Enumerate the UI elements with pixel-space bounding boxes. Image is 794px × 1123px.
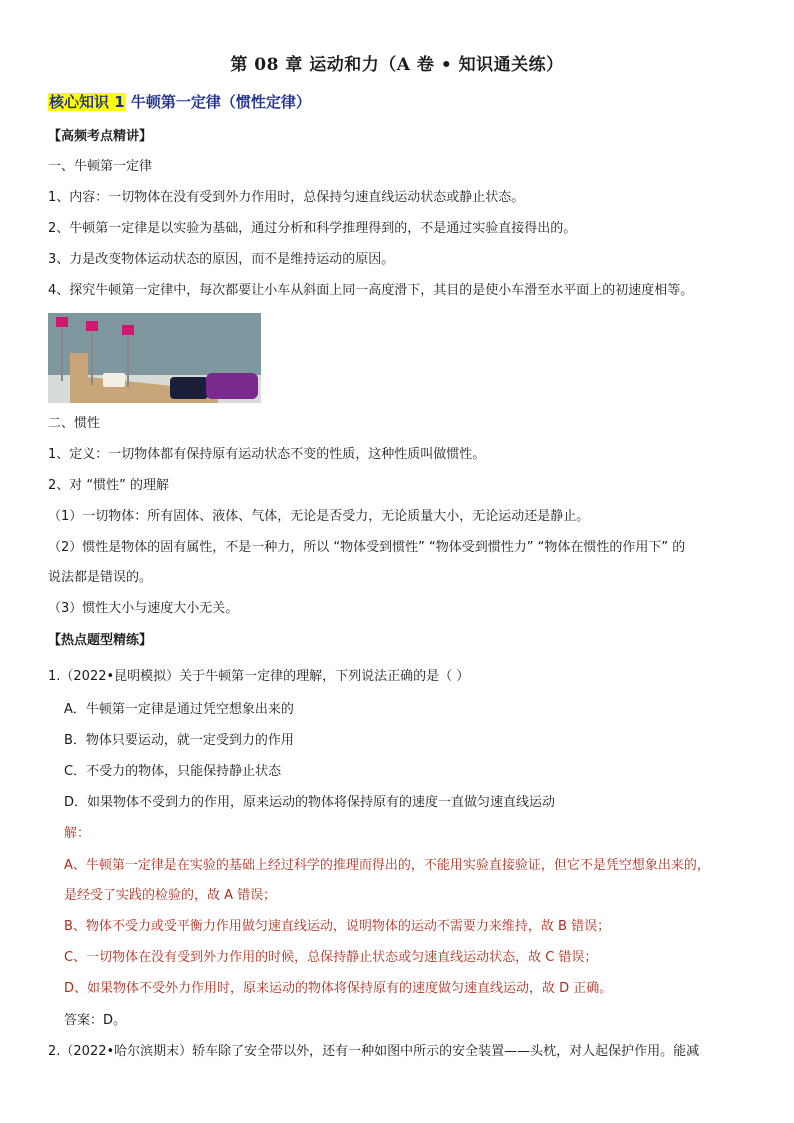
flag-marker (56, 317, 68, 327)
section-high-frequency: 【高频考点精讲】 (48, 129, 153, 144)
part2-item: （3）惯性大小与速度大小无关。 (48, 601, 239, 616)
solution-line: B、物体不受力或受平衡力作用做匀速直线运动，说明物体的运动不需要力来维持，故 B 错误； (64, 919, 611, 934)
toy-cart (103, 373, 125, 387)
section-hot-topics: 【热点题型精练】 (48, 633, 153, 648)
solution-line: D、如果物体不受外力作用时，原来运动的物体将保持原有的速度做匀速直线运动，故 D 正确。 (64, 981, 613, 996)
part2-item: （1）一切物体：所有固体、液体、气体，无论是否受力，无论质量大小，无论运动还是静止。 (48, 509, 590, 524)
question-1-option-c: C．不受力的物体，只能保持静止状态 (64, 764, 282, 779)
part2-item: 说法都是错误的。 (48, 570, 153, 585)
question-1-option-a: A．牛顿第一定律是通过凭空想象出来的 (64, 702, 294, 717)
question-1-option-b: B．物体只要运动，就一定受到力的作用 (64, 733, 294, 748)
part1-item: 1、内容：一切物体在没有受到外力作用时，总保持匀速直线运动状态或静止状态。 (48, 190, 525, 205)
part1-heading: 一、牛顿第一定律 (48, 159, 153, 174)
flag-marker (122, 325, 134, 335)
cloth-dark (170, 377, 208, 399)
core-knowledge-heading (48, 93, 311, 111)
part2-item: （2）惯性是物体的固有属性，不是一种力，所以 “物体受到惯性” “物体受到惯性力” “物体在惯性的作用下” 的 (48, 540, 686, 555)
solution-label: 解： (64, 826, 91, 841)
ramp-support (70, 353, 88, 391)
solution-line: C、一切物体在没有受到外力作用的时候，总保持静止状态或匀速直线运动状态，故 C 错误； (64, 950, 598, 965)
core-knowledge-tag: 核心知识 1 (49, 93, 125, 111)
part1-item: 4、探究牛顿第一定律中，每次都要让小车从斜面上同一高度滑下，其目的是使小车滑至水平面上的初速度相等。 (48, 283, 694, 298)
solution-line: 是经受了实践的检验的，故 A 错误； (64, 888, 277, 903)
cloth-purple (206, 373, 258, 399)
part2-item: 1、定义：一切物体都有保持原有运动状态不变的性质，这种性质叫做惯性。 (48, 447, 486, 462)
question-1-stem: 1.（2022•昆明模拟）关于牛顿第一定律的理解，下列说法正确的是（ ） (48, 669, 470, 684)
answer: 答案：D。 (64, 1013, 127, 1028)
part2-heading: 二、惯性 (48, 416, 101, 431)
part1-item: 3、力是改变物体运动状态的原因，而不是维持运动的原因。 (48, 252, 395, 267)
question-2-stem: 2.（2022•哈尔滨期末）轿车除了安全带以外，还有一种如图中所示的安全装置——头枕，对人起保护作用。能减 (48, 1044, 700, 1059)
solution-line: A、牛顿第一定律是在实验的基础上经过科学的推理而得出的，不能用实验直接验证，但它不是凭空想象出来的， (64, 858, 710, 873)
question-1-option-d: D．如果物体不受到力的作用，原来运动的物体将保持原有的速度一直做匀速直线运动 (64, 795, 556, 810)
experiment-photo (48, 313, 261, 403)
page-title: 第 08 章 运动和力（A 卷 • 知识通关练） (230, 55, 564, 75)
core-knowledge-title: 牛顿第一定律（惯性定律） (130, 93, 311, 111)
flag-marker (86, 321, 98, 331)
part1-item: 2、牛顿第一定律是以实验为基础，通过分析和科学推理得到的，不是通过实验直接得出的。 (48, 221, 577, 236)
part2-item: 2、对 “惯性” 的理解 (48, 478, 170, 493)
